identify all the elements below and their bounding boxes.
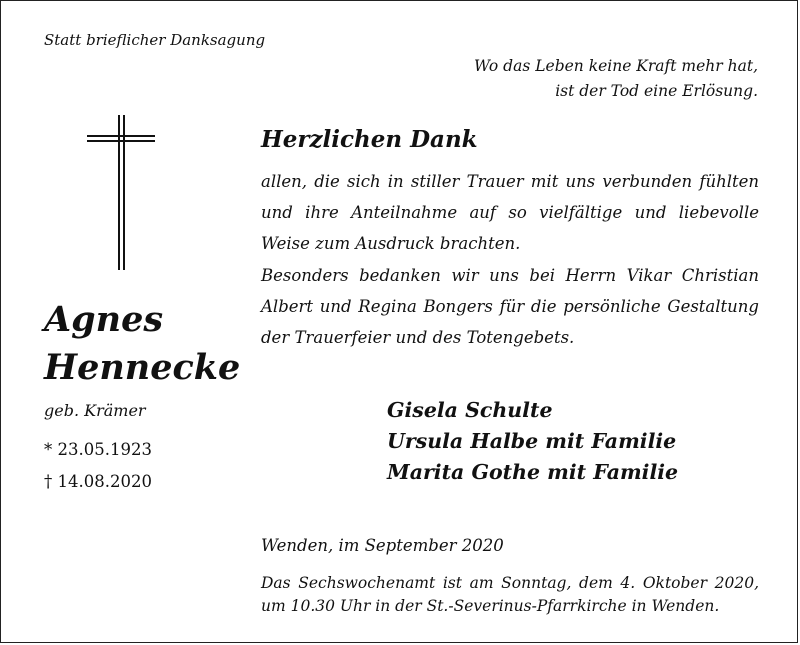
signers-list (387, 395, 678, 488)
place-date: Wenden, im September 2020 (261, 536, 504, 555)
thanks-paragraph-1: allen, die sich in stiller Trauer mit uns verbunden fühlten und ihre Anteilnahme auf so vielfältige und liebevolle Weise zum Ausdruck brachten. (261, 172, 759, 253)
thanks-paragraph-2: Besonders bedanken wir uns bei Herrn Vikar Christian Albert und Regina Bongers für die persönliche Gestaltung der Trauerfeier und des Totengebets. (261, 266, 759, 347)
quote (474, 54, 758, 104)
quote-line-1: Wo das Leben keine Kraft mehr hat, (474, 57, 758, 75)
thanks-heading: Herzlichen Dank (261, 126, 478, 153)
death-date: † 14.08.2020 (44, 472, 152, 491)
signer-2: Ursula Halbe mit Familie (387, 429, 677, 453)
signer-1: Gisela Schulte (387, 398, 553, 422)
quote-line-2: ist der Tod eine Erlösung. (555, 82, 758, 100)
signer-3: Marita Gothe mit Familie (387, 460, 679, 484)
cross-icon (87, 115, 155, 270)
birth-date: * 23.05.1923 (44, 440, 152, 459)
deceased-last-name: Hennecke (44, 347, 241, 388)
born-name: geb. Krämer (44, 401, 146, 420)
service-note: Das Sechswochenamt ist am Sonntag, dem 4. Oktober 2020, um 10.30 Uhr in der St.-Severinus-Pfarrkirche in Wenden. (261, 574, 759, 615)
intro-text: Statt brieflicher Danksagung (44, 31, 266, 49)
deceased-first-name: Agnes (44, 299, 164, 340)
